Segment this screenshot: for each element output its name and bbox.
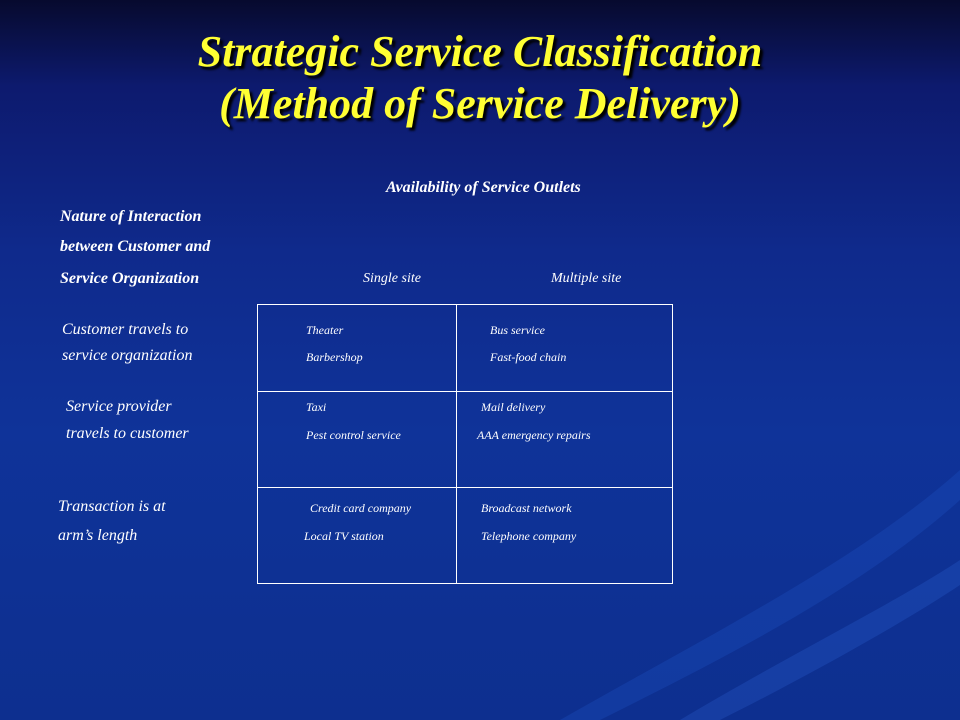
row-label-3-line-1: Transaction is at [58, 498, 166, 515]
cell-multiple-site-row-3-line-1: Broadcast network [481, 501, 572, 515]
row-label-2-line-2: travels to customer [66, 425, 189, 442]
row-axis-title-line-1: Nature of Interaction [60, 208, 202, 225]
cell-multiple-site-row-2-line-2: AAA emergency repairs [477, 428, 591, 442]
cell-single-site-row-2-line-2: Pest control service [306, 428, 401, 442]
cell-multiple-site-row-2-line-1: Mail delivery [481, 400, 546, 414]
cell-single-site-row-2-line-1: Taxi [306, 400, 327, 414]
cell-single-site-row-3-line-1: Credit card company [310, 501, 412, 515]
cell-single-site-row-1-line-1: Theater [306, 323, 344, 337]
cell-multiple-site-row-1-line-1: Bus service [490, 323, 545, 337]
cell-multiple-site-row-3-line-2: Telephone company [481, 529, 577, 543]
column-header-single-site: Single site [363, 271, 421, 286]
row-axis-title-line-3: Service Organization [60, 270, 200, 287]
title-line-2: (Method of Service Delivery) [219, 79, 741, 128]
row-label-1-line-1: Customer travels to [62, 321, 189, 338]
row-label-1-line-2: service organization [62, 347, 193, 364]
cell-single-site-row-1-line-2: Barbershop [306, 350, 363, 364]
column-header-multiple-site: Multiple site [551, 271, 622, 286]
matrix-column-divider [456, 304, 457, 583]
cell-multiple-site-row-1-line-2: Fast-food chain [490, 350, 567, 364]
title-line-1: Strategic Service Classification [197, 27, 763, 76]
matrix-row-divider-1 [257, 391, 672, 392]
row-axis-title-line-2: between Customer and [60, 238, 211, 255]
slide-title [0, 26, 960, 130]
matrix-row-divider-2 [257, 487, 672, 488]
row-label-3-line-2: arm’s length [58, 527, 138, 544]
column-axis-title: Availability of Service Outlets [386, 179, 581, 196]
cell-single-site-row-3-line-2: Local TV station [304, 529, 384, 543]
row-label-2-line-1: Service provider [66, 398, 172, 415]
